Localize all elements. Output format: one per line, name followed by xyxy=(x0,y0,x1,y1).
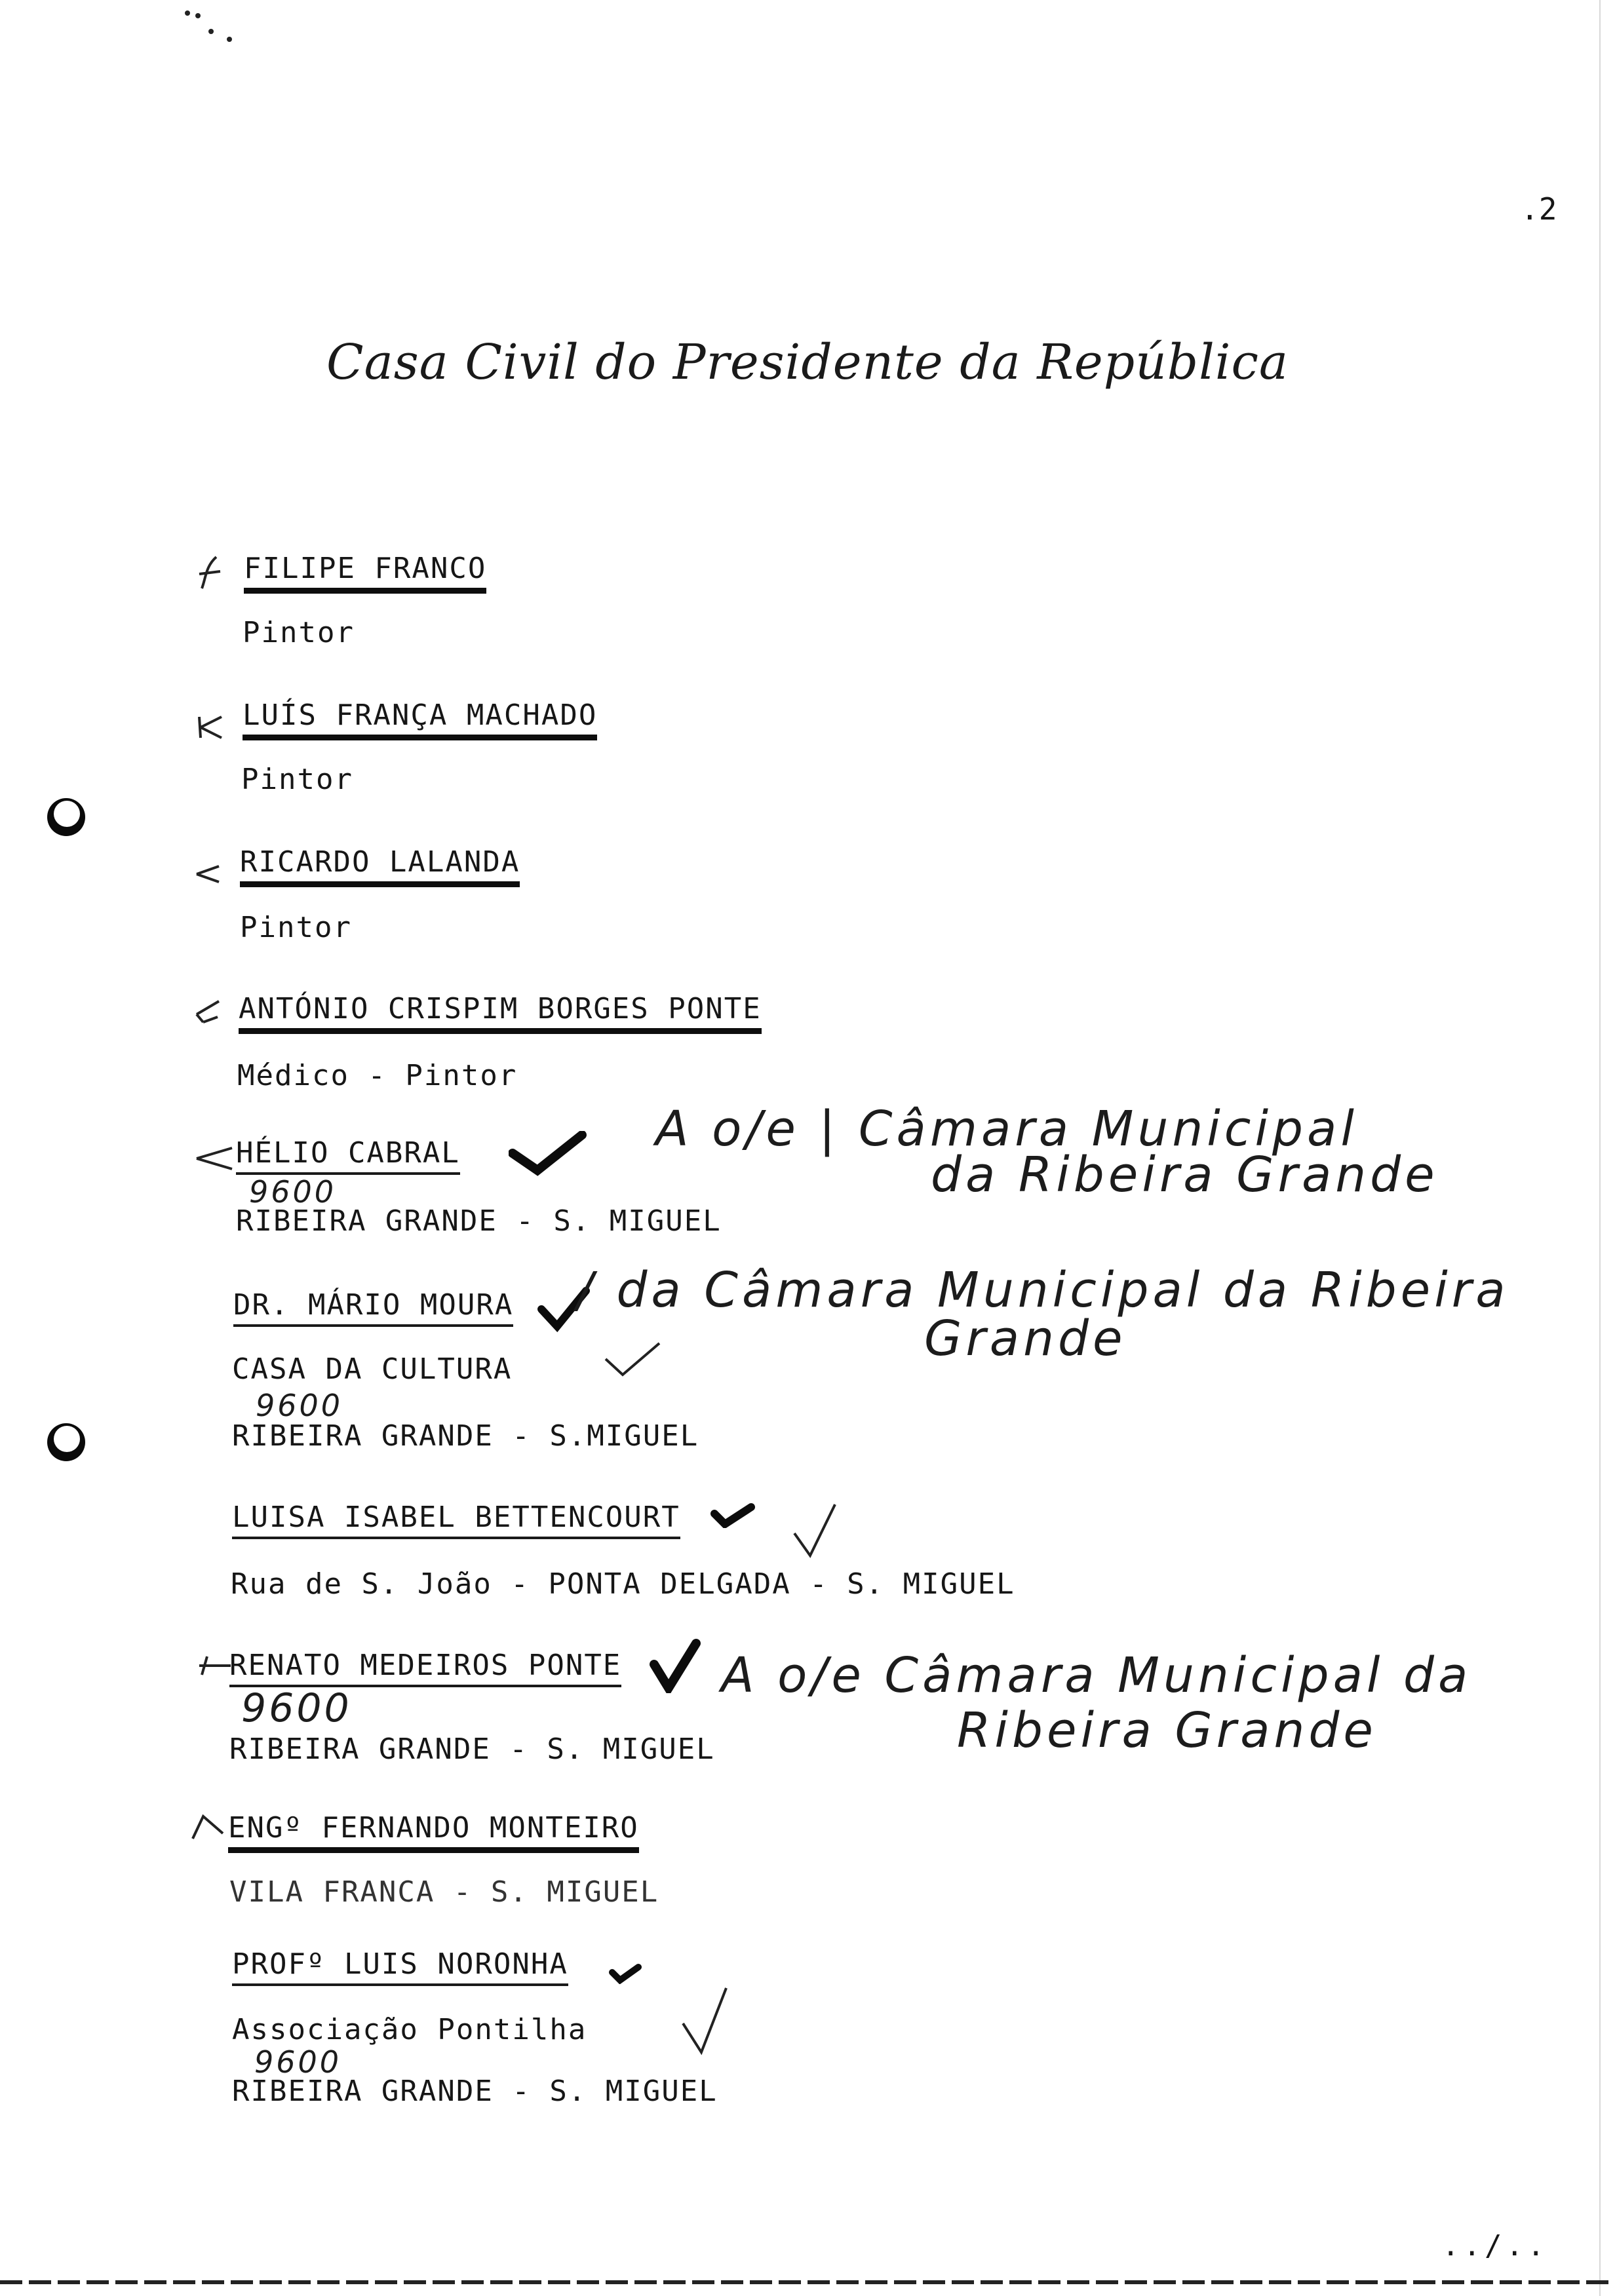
handwritten-postal-code: 9600 xyxy=(254,2044,342,2080)
handwritten-note: da Ribeira Grande xyxy=(931,1147,1439,1203)
tick-mark-icon xyxy=(197,1653,233,1679)
checkmark-icon xyxy=(710,1502,755,1528)
checkmark-icon xyxy=(509,1131,587,1177)
entry-detail: Pintor xyxy=(240,911,352,944)
tick-mark-icon xyxy=(190,1812,227,1841)
entry-detail: RIBEIRA GRANDE - S.MIGUEL xyxy=(232,1419,699,1453)
paper-specks xyxy=(184,8,243,47)
checkmark-icon xyxy=(603,1339,662,1379)
checkmark-icon xyxy=(679,1984,731,2056)
entry-name: ANTÓNIO CRISPIM BORGES PONTE xyxy=(239,992,762,1034)
entry-name: HÉLIO CABRAL xyxy=(236,1136,460,1175)
entry-detail: Médico - Pintor xyxy=(237,1059,518,1092)
handwritten-postal-code: 9600 xyxy=(256,1388,343,1423)
entry-name: RICARDO LALANDA xyxy=(240,845,520,887)
handwritten-note: A o/e | Câmara Municipal xyxy=(655,1101,1358,1157)
page-number: .2 xyxy=(1521,191,1557,227)
handwritten-note: A o/e Câmara Municipal da xyxy=(721,1647,1472,1704)
entry-detail: VILA FRANCA - S. MIGUEL xyxy=(229,1875,659,1909)
handwritten-note: / da Câmara Municipal da Ribeira xyxy=(577,1262,1509,1318)
letterhead: Casa Civil do Presidente da República xyxy=(326,334,1289,391)
checkmark-icon xyxy=(608,1962,642,1984)
tick-mark-icon xyxy=(194,999,223,1025)
entry-detail: Pintor xyxy=(243,616,355,649)
punch-hole xyxy=(47,1423,85,1461)
handwritten-postal-code: 9600 xyxy=(241,1685,352,1731)
entry-name: FILIPE FRANCO xyxy=(244,552,486,594)
tick-mark-icon xyxy=(194,864,223,885)
bottom-rule xyxy=(0,2280,1615,2284)
entry-name: RENATO MEDEIROS PONTE xyxy=(229,1649,621,1687)
tick-mark-icon xyxy=(194,1145,236,1172)
entry-detail: RIBEIRA GRANDE - S. MIGUEL xyxy=(236,1204,722,1238)
entry-name: PROFº LUIS NORONHA xyxy=(232,1947,568,1986)
tick-mark-icon xyxy=(197,714,225,740)
handwritten-note: Grande xyxy=(924,1311,1127,1367)
checkmark-icon xyxy=(790,1501,839,1559)
entry-detail: Pintor xyxy=(241,763,353,796)
entry-name: LUISA ISABEL BETTENCOURT xyxy=(232,1501,680,1539)
entry-detail: RIBEIRA GRANDE - S. MIGUEL xyxy=(229,1732,715,1766)
tick-mark-icon xyxy=(197,554,225,591)
entry-detail: Rua de S. João - PONTA DELGADA - S. MIGUEL xyxy=(231,1567,1015,1601)
punch-hole xyxy=(47,798,85,836)
entry-name: DR. MÁRIO MOURA xyxy=(233,1288,513,1327)
continuation-mark: ../.. xyxy=(1442,2229,1549,2263)
entry-detail: CASA DA CULTURA xyxy=(232,1352,513,1386)
entry-name: LUÍS FRANÇA MACHADO xyxy=(243,698,597,740)
handwritten-postal-code: 9600 xyxy=(249,1174,337,1210)
handwritten-note: Ribeira Grande xyxy=(957,1702,1377,1759)
entry-detail: RIBEIRA GRANDE - S. MIGUEL xyxy=(232,2075,718,2108)
checkmark-icon xyxy=(649,1638,701,1693)
entry-detail: Associação Pontilha xyxy=(232,2013,587,2046)
entry-name: ENGº FERNANDO MONTEIRO xyxy=(228,1811,639,1853)
